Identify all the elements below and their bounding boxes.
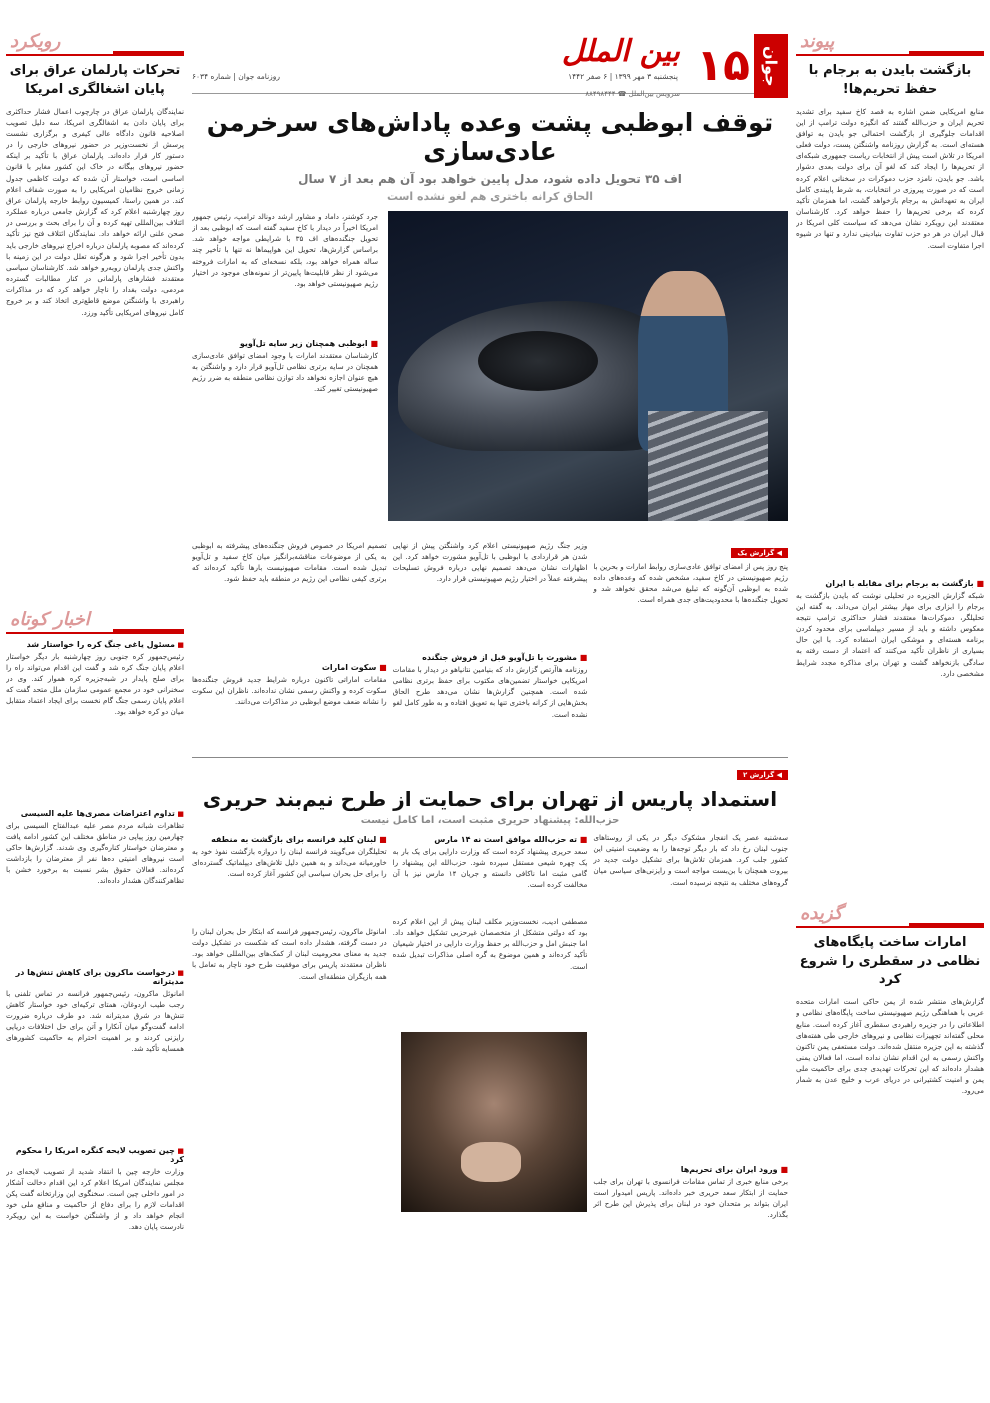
report-tag: ◀ گزارش یک: [731, 548, 788, 558]
newspaper-logo: جوان: [754, 34, 788, 98]
lead-photo: [388, 211, 788, 521]
issue-line: روزنامه جوان | شماره ۶۰۳۴: [192, 72, 281, 81]
report-two-columns: [192, 832, 788, 1256]
report-two: [192, 757, 788, 1256]
date-line: پنجشنبه ۳ مهر ۱۳۹۹ | ۶ صفر ۱۴۴۲: [568, 72, 678, 81]
lead-column-text: وزیر جنگ رژیم صهیونیستی اعلام کرد واشنگتن پیش از نهایی شدن هر قراردادی با ابوظبی با تل‌آویو مشورت خواهد کرد. این اظهارات نشان می‌دهد تصمیم نهایی درباره فروش تسلیحات پیشرفته عملاً در اختیار رژیم صهیونیستی قرار دارد.: [392, 541, 588, 584]
lead-column: [593, 540, 788, 751]
short-news-item: [6, 640, 184, 801]
short-news-item: [6, 809, 184, 960]
editor-label: سرویس بین‌الملل: [628, 90, 680, 98]
excerpt-header: [796, 902, 984, 928]
short-news-header: [6, 608, 184, 634]
short-news-title: ■ تداوم اعتراضات مصری‌ها علیه السیسی: [6, 809, 184, 818]
editor-line: سرویس بین‌الملل ☎ ۸۸۴۹۸۴۴۴: [585, 90, 680, 98]
left-section-label: رویکرد: [10, 31, 61, 52]
lead-subtitle: اف ۳۵ تحویل داده شود، مدل پایین خواهد بود آن هم بعد از ۷ سال: [298, 172, 682, 186]
lead-row: [192, 211, 788, 536]
report-column-text: تحلیلگران می‌گویند فرانسه لبنان را دروازه بازگشت نفوذ خود به خاورمیانه می‌داند و به همین دلیل تلاش‌های دیپلماتیک گسترده‌ای را برای حل بحران سیاسی این کشور آغاز کرده است.: [191, 847, 387, 879]
masthead-meta: [192, 72, 678, 81]
phone-number: ۸۸۴۹۸۴۴۴: [585, 90, 616, 98]
main-column: [192, 30, 788, 1256]
lead-subheading: ■ مشورت با تل‌آویو قبل از فروش جنگنده: [393, 653, 588, 662]
stair-shape: [648, 411, 768, 521]
short-news-body: رئیس‌جمهور کره جنوبی روز چهارشنبه بار دیگر خواستار اعلام پایان جنگ کره شد و گفت این اقدام می‌تواند راه را برای صلح پایدار در شبه‌جزیره کره هموار کند. وی در سخنرانی خود در مجمع عمومی سازمان ملل متحد گفت که اعلام پایان رسمی جنگ گام نخست برای ایجاد اعتماد متقابل میان دو کره خواهد بود.: [6, 651, 184, 717]
left-column-title: تحرکات پارلمان عراق برای پایان اشغالگری امریکا: [9, 63, 181, 97]
lead-subheading: ■ ابوظبی همچنان زیر سایه تل‌آویو: [192, 339, 378, 348]
masthead: [192, 30, 788, 98]
left-column-body: نمایندگان پارلمان عراق در چارچوب اعمال فشار حداکثری برای پایان دادن به اشغالگری امریکا، سه دلیل تصویب اصلاحیه قانون دادگاه عالی کیفری و برگزاری نشست پرسش از نخست‌وزیر در حضور نیروهای خارجی را در دستور کار قرار داده‌اند. پارلمان عراق با تأکید بر اینکه حضور نیروهای بیگانه در خاک این کشور مغایر با قانون اساسی است، خواستار آن شده که دولت کاظمی جدول زمانی خروج نظامیان امریکایی را به صورت شفاف اعلام کند. در همین راستا، کمیسیون روابط خارجه پارلمان عراق روز چهارشنبه اعلام کرد که گزارش جامعی درباره عملکرد ائتلاف بین‌المللی تهیه کرده و آن را برای بحث و بررسی در صحن علنی ارائه خواهد داد. نمایندگان ائتلاف فتح نیز تأکید کرده‌اند که مصوبه پارلمان درباره اخراج نیروهای خارجی باید بدون تأخیر اجرا شود و هرگونه تعلل دولت در این زمینه با واکنش جدی پارلمان روبه‌رو خواهد شد. کارشناسان سیاسی معتقدند فشارهای پارلمانی در کنار مطالبات گسترده مردمی، دولت بغداد را ناچار خواهد کرد که در مذاکرات راهبردی با واشنگتن موضع قاطع‌تری اتخاذ کند و بر خروج کامل نیروهای امریکایی تأکید ورزد.: [6, 106, 184, 317]
section-underline: [113, 629, 184, 634]
report-subheading: ■ لبنان کلید فرانسه برای بازگشت به منطقه: [192, 835, 387, 844]
short-news-body: وزارت خارجه چین با انتقاد شدید از تصویب لایحه‌ای در مجلس نمایندگان امریکا اعلام کرد این اقدام دخالت آشکار در امور داخلی چین است. سخنگوی این وزارتخانه گفت پکن اقدامات لازم را برای دفاع از حاکمیت و منافع ملی خود انجام خواهد داد و از واشنگتن خواست به این رویکرد نادرست پایان دهد.: [6, 1166, 184, 1232]
lead-intro: [192, 211, 378, 520]
short-news-item: [6, 968, 184, 1138]
right-section-label: پیوند: [800, 31, 835, 52]
report-column: [593, 832, 788, 1256]
short-news-title: ■ چین تصویب لایحه کنگره امریکا را محکوم کرد: [6, 1146, 184, 1164]
left-column: [6, 30, 184, 1324]
short-news-item: [6, 1146, 184, 1316]
lead-column-text: پنج روز پس از امضای توافق عادی‌سازی روابط امارات و بحرین با رژیم صهیونیستی در کاخ سفید، مشخص شده که وعده‌های داده شده به ابوظبی آن‌گونه که تبلیغ می‌شد محقق نخواهد شد و تحویل جنگنده‌ها با محدودیت‌های جدی همراه است.: [593, 562, 788, 605]
excerpt-title: امارات ساخت پایگاه‌های نظامی در سقطری را شروع کرد: [799, 934, 981, 988]
section-underline: [113, 51, 184, 56]
short-news-title: ■ مسئول یاغی جنگ کره را خواستار شد: [6, 640, 184, 649]
hariri-photo: [401, 1032, 587, 1212]
short-news-title: ■ درخواست ماکرون برای کاهش تنش‌ها در مدیترانه: [6, 968, 184, 986]
lead-subtext: کارشناسان معتقدند امارات با وجود امضای توافق عادی‌سازی همچنان در سایه برتری نظامی تل‌آویو قرار دارد و واشنگتن به هیچ عنوان اجازه نخواهد داد توازن نظامی منطقه به ضرر رژیم صهیونیستی تغییر کند.: [192, 351, 378, 394]
report-two-headline: استمداد پاریس از تهران برای حمایت از طرح نیم‌بند حریری: [202, 787, 778, 811]
lead-column-text: مقامات اماراتی تاکنون درباره شرایط جدید فروش جنگنده‌ها سکوت کرده و واکنش رسمی نشان نداده‌اند. ناظران این سکوت را نشانه ضعف موضع ابوظبی در مذاکرات می‌دانند.: [191, 675, 387, 707]
right-subtext: شبکه گزارش الجزیره در تحلیلی نوشت که بایدن بازگشت به برجام را ابزاری برای مهار بیشتر ایران می‌داند. به گفته این تحلیلگر، دموکرات‌ها معتقدند فشار حداکثری ترامپ نتیجه معکوس داشته و باید از مسیر دیپلماسی برای محدود کردن برنامه هسته‌ای و موشکی ایران استفاده کرد. با این حال بسیاری از ناظران تأکید می‌کنند که اعتماد از دست رفته به سادگی بازنخواهد گشت و تهران برای مذاکره مجدد شرایط مشخصی دارد.: [796, 590, 984, 678]
lead-column-text: تصمیم امریکا در خصوص فروش جنگنده‌های پیشرفته به ابوظبی به یکی از موضوعات مناقشه‌برانگیز میان کاخ سفید و تل‌آویو تبدیل شده است. مقامات صهیونیست بارها تأکید کرده‌اند که برتری کیفی نظامی این رژیم در منطقه باید حفظ شود.: [191, 541, 387, 584]
report-column-text: برخی منابع خبری از تماس مقامات فرانسوی با تهران برای جلب حمایت از ابتکار سعد حریری خبر داده‌اند. پاریس امیدوار است ایران بتواند بر متحدان خود در لبنان برای پذیرش این طرح اثر بگذارد.: [593, 1177, 788, 1220]
excerpt-label: گزیده: [800, 902, 843, 924]
short-news-body: تظاهرات شبانه مردم مصر علیه عبدالفتاح السیسی برای چهارمین روز پیاپی در مناطق مختلف این کشور ادامه یافت و معترضان خواستار کناره‌گیری وی شدند. گزارش‌ها حاکی است نیروهای امنیتی ده‌ها نفر از معترضان را بازداشت کرده‌اند. فعالان حقوق بشر نسبت به برخورد خشن با تظاهرکنندگان هشدار داده‌اند.: [6, 820, 184, 886]
report-subheading: ■ ورود ایران برای تحریم‌ها: [593, 1165, 788, 1174]
section-name: بین الملل: [561, 34, 680, 69]
report-column-text: امانوئل ماکرون، رئیس‌جمهور فرانسه که ابتکار حل بحران لبنان را در دست گرفته، هشدار داده است که شکست در تشکیل دولت جدید به معنای محرومیت لبنان از کمک‌های بین‌المللی خواهد بود. ناظران معتقدند پاریس برای موفقیت طرح خود ناچار به تعامل با همه بازیگران منطقه‌ای است.: [191, 927, 387, 981]
left-section-header: [6, 30, 184, 56]
lead-columns: [192, 540, 788, 751]
section-underline: [909, 923, 984, 928]
excerpt-body: گزارش‌های منتشر شده از یمن حاکی است امارات متحده عربی با هماهنگی رژیم صهیونیستی ساخت پایگاه‌های نظامی و اطلاعاتی را در جزیره راهبردی سقطری آغاز کرده است. منابع محلی گفته‌اند تجهیزات نظامی و نیروهای خارجی طی هفته‌های گذشته به این جزیره منتقل شده‌اند. دولت مستعفی یمن تاکنون واکنش رسمی به این اقدام نشان نداده است، اما فعالان یمنی هشدار داده‌اند که این تحرکات تهدیدی جدی برای حاکمیت ملی یمن و امنیت کشتیرانی در دریای عرب و خلیج عدن به شمار می‌رود.: [796, 997, 984, 1096]
right-column-title: بازگشت بایدن به برجام با حفظ تحریم‌ها!: [808, 63, 972, 97]
right-column-body: منابع امریکایی ضمن اشاره به قصد کاخ سفید برای تشدید تحریم ایران و حزب‌الله گفتند که انگیزه دولت ترامپ از این اقدامات جلوگیری از بازگشت احتمالی جو بایدن به توافق هسته‌ای است. به گزارش روزنامه واشنگتن پست، دولت فعلی امریکا در تلاش است پیش از انتخابات ریاست جمهوری شبکه‌ای از تحریم‌ها را ایجاد کند که لغو آن برای دولت بعدی دشوار باشد. جو بایدن، نامزد حزب دموکرات در سخنانی اعلام کرده است که در صورت پیروزی در انتخابات، به شرط پایبندی کامل ایران به تعهداتش به برجام بازخواهد گشت، اما همزمان تأکید کرده که برخی تحریم‌ها را حفظ خواهد کرد. کارشناسان معتقدند این رویکرد نشان می‌دهد که سیاست کلی امریکا در قبال ایران در هر دو حزب تفاوت بنیادینی ندارد و تنها در شیوه اجرا متفاوت است.: [796, 106, 984, 250]
lead-intro-text: جرد کوشنر، داماد و مشاور ارشد دونالد ترامپ، رئیس جمهور امریکا اخیراً در دیدار با کاخ سفید گفته است که ابوظبی بعد از تحویل جنگنده‌های اف ۳۵ با شرایطی مواجه خواهد شد. براساس گزارش‌ها، تحویل این هواپیماها نه تنها با تأخیر چند ساله همراه خواهد بود، بلکه نسخه‌ای که به امارات فروخته می‌شود از نظر قابلیت‌ها پایین‌تر از نمونه‌های موجود در اختیار رژیم صهیونیستی خواهد بود.: [192, 212, 378, 288]
report-column-text: مصطفی ادیب، نخست‌وزیر مکلف لبنان پیش از این اعلام کرده بود که دولتی متشکل از متخصصان غیرحزبی تشکیل خواهد داد. اما جنبش امل و حزب‌الله بر حفظ وزارت دارایی در اختیار شیعیان تأکید کرده‌اند و همین موضوع به گره اصلی مذاکرات تبدیل شده است.: [392, 917, 588, 971]
lead-subtitle-secondary: الحاق کرانه باختری هم لغو نشده است: [386, 190, 594, 203]
lead-headline: توقف ابوظبی پشت وعده پاداش‌های سرخرمن عادی‌سازی: [206, 108, 774, 166]
report-column-text: سعد حریری پیشنهاد کرده است که وزارت دارایی برای یک بار به یک چهره شیعی مستقل سپرده شود. حزب‌الله این پیشنهاد را گامی مثبت اما ناکافی دانسته و جریان ۱۴ مارس نیز با آن مخالفت کرده است.: [392, 847, 588, 890]
lead-column-text: روزنامه هاآرتص گزارش داد که بنیامین نتانیاهو در دیدار با مقامات امریکایی خواستار تضمین‌های مکتوب برای حفظ برتری نظامی شده است. همچنین گزارش‌ها نشان می‌دهد طرح الحاق بخش‌هایی از کرانه باختری تنها به تعویق افتاده و به طور کامل لغو نشده است.: [392, 665, 588, 719]
lead-subheading: ■ سکوت امارات: [192, 663, 387, 672]
right-column: [796, 30, 984, 1376]
lead-column: [393, 540, 588, 751]
report-tag: ◀ گزارش ۲: [737, 770, 788, 780]
report-column: [393, 832, 588, 1256]
canopy-shape: [478, 331, 598, 391]
report-column-text: سه‌شنبه عصر یک انفجار مشکوک دیگر در یکی از روستاهای جنوب لبنان رخ داد که بار دیگر توجه‌ها را به وضعیت امنیتی این کشور جلب کرد. همزمان تلاش‌ها برای تشکیل دولت جدید در بیروت همچنان با بن‌بست مواجه است و رایزنی‌های سیاسی میان گروه‌های مختلف به نتیجه نرسیده است.: [593, 833, 788, 887]
lead-column: [192, 540, 387, 751]
section-underline: [909, 51, 984, 56]
report-subheading: ■ ته حزب‌الله موافق است نه ۱۴ مارس: [393, 835, 588, 844]
right-subheading: ■ بازگشت به برجام برای مقابله با ایران: [796, 579, 984, 588]
page-number: ۱۵: [696, 40, 750, 91]
right-section-header: [796, 30, 984, 56]
short-news-body: امانوئل ماکرون، رئیس‌جمهور فرانسه در تماس تلفنی با رجب طیب اردوغان، همتای ترکیه‌ای خود خواستار کاهش تنش‌ها در شرق مدیترانه شد. دو طرف درباره ضرورت ادامه گفت‌وگو میان آنکارا و آتن برای حل اختلافات دریایی رایزنی کردند و بر اهمیت احترام به حاکمیت کشورهای همسایه تأکید شد.: [6, 988, 184, 1054]
report-column: [192, 832, 387, 1256]
report-two-subtitle: حزب‌الله: پیشنهاد حریری مثبت است، اما کامل نیست: [360, 815, 620, 826]
short-news-label: اخبار کوتاه: [10, 608, 90, 630]
